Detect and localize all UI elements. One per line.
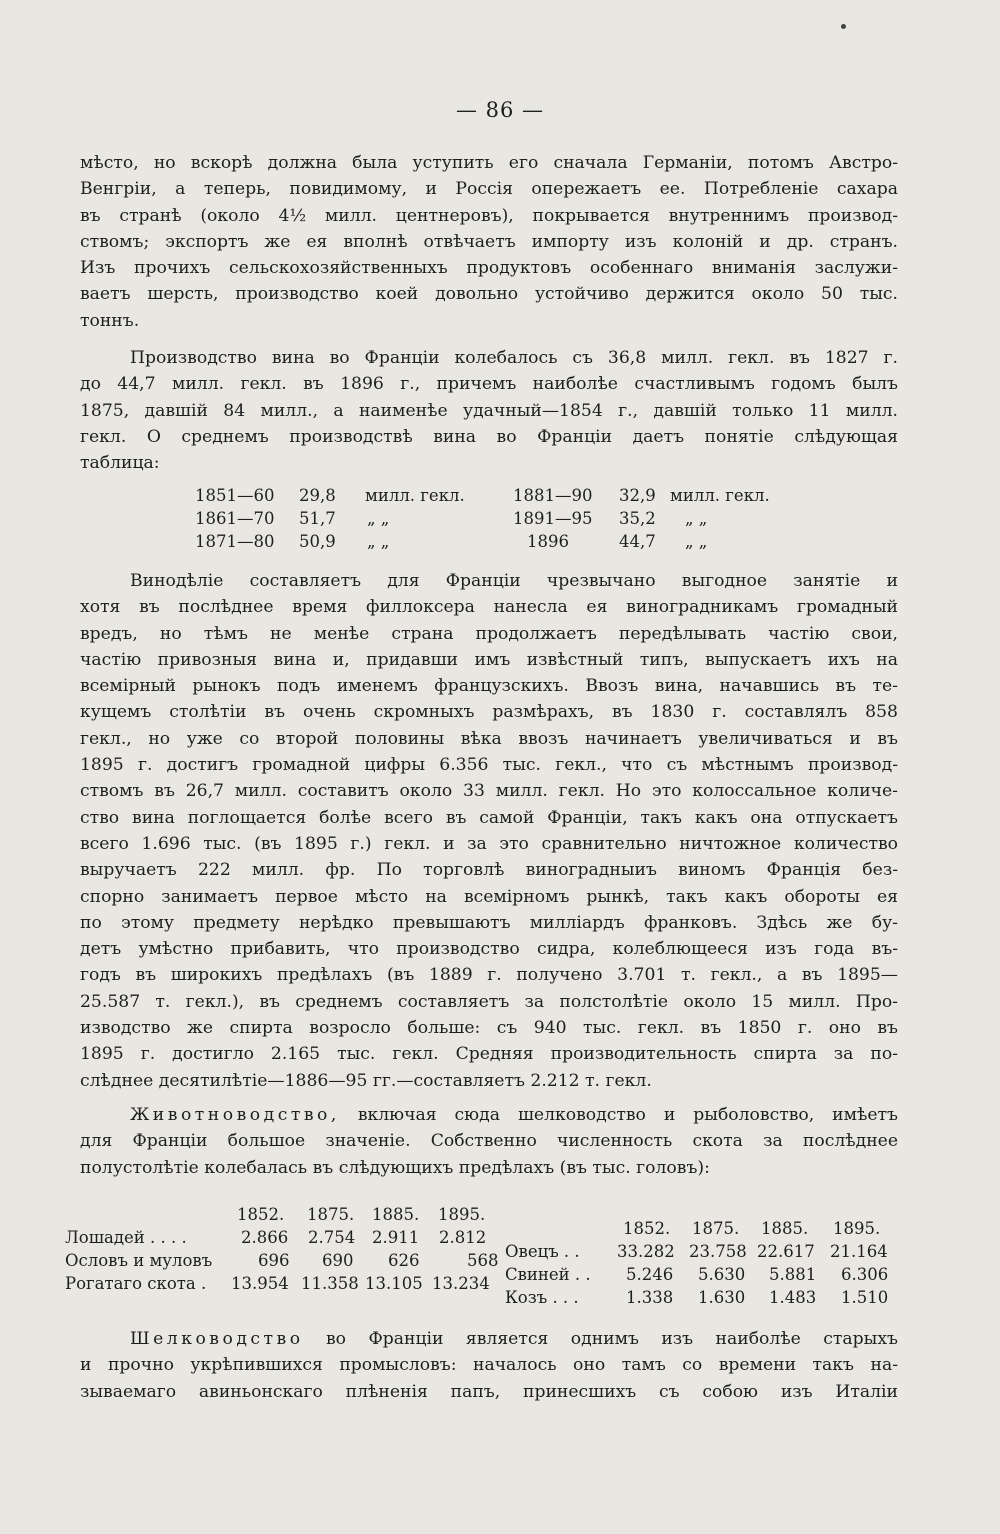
value-cell: 23.758 [689,1242,747,1261]
value-cell: 22.617 [757,1242,815,1261]
unit-cell: „ „ [367,532,390,551]
text-line: таблица: [80,453,160,474]
value-cell: 2.866 [241,1228,289,1247]
row-label: Овецъ . . [505,1242,580,1261]
table-row [65,1249,505,1272]
value-cell: 2.754 [308,1228,356,1247]
text-line: детъ умѣстно прибавить, что производство сидра, колеблющееся изъ года въ- [80,939,898,960]
year-header: 1895. [833,1219,881,1238]
text-line: Винодѣліе составляетъ для Франціи чрезвычано выгодное занятіе и [130,571,898,591]
table-header-row [505,1217,900,1240]
paragraph-viticulture [80,568,898,1094]
page-number: — 86 — [455,98,545,122]
value-cell: 13.954 [231,1274,289,1293]
period-cell: 1896 [527,532,569,551]
unit-cell: „ „ [367,509,390,528]
value-cell: 1.510 [841,1288,889,1307]
value-cell: 35,2 [619,509,656,528]
year-header: 1895. [438,1205,486,1224]
table-row [505,1240,900,1263]
year-header: 1875. [692,1219,740,1238]
text-line: полустолѣтіе колебалась въ слѣдующихъ предѣлахъ (въ тыс. головъ): [80,1157,710,1178]
unit-cell: „ „ [685,509,708,528]
value-cell: 5.881 [769,1265,817,1284]
text-line: и прочно укрѣпившихся промысловъ: началось оно тамъ со времени такъ на- [80,1355,898,1376]
unit-cell: милл. гекл. [670,486,770,505]
text-line: тоннъ. [80,310,140,331]
value-cell: 11.358 [301,1274,359,1293]
value-cell: 13.105 [365,1274,423,1293]
text-line: хотя въ послѣднее время филлоксера нанесла ея виноградникамъ громадный [80,597,898,618]
value-cell: 29,8 [299,486,336,505]
value-cell: 1.338 [626,1288,674,1307]
value-cell: 5.630 [698,1265,746,1284]
text-line: ваетъ шерсть, производство коей довольно устойчиво держится около 50 тыс. [80,284,898,305]
row-label: Лошадей . . . . [65,1228,187,1247]
text-line: вредъ, но тѣмъ не менѣе страна продолжаетъ передѣлывать частію свои, [80,623,898,644]
table-row [65,1226,505,1249]
year-header: 1885. [761,1219,809,1238]
text-line: ствомъ; экспортъ же ея вполнѣ отвѣчаетъ импорту изъ колоній и др. странъ. [80,231,898,252]
livestock-table-right [505,1217,900,1309]
text-line: гекл. О среднемъ производствѣ вина во Франціи даетъ понятіе слѣдующая [80,426,898,447]
text-line: ство вина поглощается болѣе всего въ самой Франціи, такъ какъ она отпускаетъ [80,807,898,828]
unit-cell: „ „ [685,532,708,551]
text-line: Венгріи, а теперь, повидимому, и Россія опережаетъ ее. Потребленіе сахара [80,179,898,200]
text-line: 1875, давшій 84 милл., а наименѣе удачный—1854 г., давшій только 11 милл. [80,400,898,421]
table-row [505,1286,900,1309]
text-fragment: включая сюда шелководство и рыболовство, имѣетъ [339,1105,898,1125]
livestock-table-left [65,1203,505,1295]
text-line: всего 1.696 тыс. (въ 1895 г.) гекл. и за это сравнительно ничтожное количество [80,833,898,854]
text-line: гекл., но уже со второй половины вѣка ввозъ начинаетъ увеличиваться и въ [80,728,898,749]
year-header: 1885. [372,1205,420,1224]
table-row [505,1263,900,1286]
text-line: въ странѣ (около 4½ милл. центнеровъ), покрывается внутреннимъ производ- [80,205,898,226]
value-cell: 51,7 [299,509,336,528]
value-cell: 1.630 [698,1288,746,1307]
period-cell: 1871—80 [195,532,275,551]
value-cell: 50,9 [299,532,336,551]
paragraph-sericulture [80,1326,898,1405]
text-line: выручаетъ 222 милл. фр. По торговлѣ виноградныиъ виномъ Франція без- [80,860,898,881]
spaced-heading: Животноводство, [130,1105,340,1125]
period-cell: 1881—90 [513,486,593,505]
value-cell: 2.911 [372,1228,420,1247]
year-header: 1852. [623,1219,671,1238]
text-fragment: во Франціи является однимъ изъ наиболѣе старыхъ [303,1329,898,1349]
period-cell: 1851—60 [195,486,275,505]
text-line: 25.587 т. гекл.), въ среднемъ составляетъ за полстолѣтіе около 15 милл. Про- [80,991,898,1012]
row-label: Свиней . . [505,1265,591,1284]
year-header: 1875. [307,1205,355,1224]
unit-cell: милл. гекл. [365,486,465,505]
value-cell: 32,9 [619,486,656,505]
text-line: спорно занимаетъ первое мѣсто на всемірномъ рынкѣ, такъ какъ обороты ея [80,886,898,907]
paragraph-wine [80,345,898,476]
row-label: Рогатаго скота . [65,1274,207,1293]
value-cell: 626 [388,1251,420,1270]
table-header-row [65,1203,505,1226]
period-cell: 1891—95 [513,509,593,528]
value-cell: 6.306 [841,1265,889,1284]
text-line: слѣднее десятилѣтіе—1886—95 гг.—составляетъ 2.212 т. гекл. [80,1070,652,1091]
text-line: годъ въ широкихъ предѣлахъ (въ 1889 г. получено 3.701 т. гекл., а въ 1895— [80,965,898,986]
value-cell: 5.246 [626,1265,674,1284]
text-line [80,1326,898,1352]
value-cell: 568 [467,1251,499,1270]
wine-production-table [195,484,795,553]
text-line: до 44,7 милл. гекл. въ 1896 г., причемъ наиболѣе счастливымъ годомъ былъ [80,374,898,395]
text-line: ствомъ въ 26,7 милл. составитъ около 33 милл. гекл. Но это колоссальное количе- [80,781,898,802]
text-line [80,1102,898,1128]
table-row [195,530,795,553]
text-line: по этому предмету нерѣдко превышаютъ милліардъ франковъ. Здѣсь же бу- [80,912,898,933]
text-line: кущемъ столѣтіи въ очень скромныхъ размѣрахъ, въ 1830 г. составлялъ 858 [80,702,898,723]
text-line: изводство же спирта возросло больше: съ 940 тыс. гекл. въ 1850 г. оно въ [80,1018,898,1039]
text-line: Производство вина во Франціи колебалось съ 36,8 милл. гекл. въ 1827 г. [130,348,898,368]
value-cell: 1.483 [769,1288,817,1307]
value-cell: 2.812 [439,1228,487,1247]
table-row [65,1272,505,1295]
text-line: Изъ прочихъ сельскохозяйственныхъ продуктовъ особеннаго вниманія заслужи- [80,258,898,279]
value-cell: 44,7 [619,532,656,551]
year-header: 1852. [237,1205,285,1224]
period-cell: 1861—70 [195,509,275,528]
value-cell: 21.164 [830,1242,888,1261]
value-cell: 696 [258,1251,290,1270]
value-cell: 33.282 [617,1242,675,1261]
row-label: Козъ . . . [505,1288,579,1307]
text-line: мѣсто, но вскорѣ должна была уступить его сначала Германіи, потомъ Австро- [80,153,898,173]
paragraph-livestock [80,1102,898,1181]
text-line: частію привозныя вина и, придавши имъ извѣстный типъ, выпускаетъ ихъ на [80,649,898,670]
ink-dot [841,24,846,29]
text-line: для Франціи большое значеніе. Собственно численность скота за послѣднее [80,1131,898,1152]
table-row [195,507,795,530]
text-line: всемірный рынокъ подъ именемъ французскихъ. Ввозъ вина, начавшись въ те- [80,676,898,697]
value-cell: 690 [322,1251,354,1270]
text-line: 1895 г. достигло 2.165 тыс. гекл. Средняя производительность спирта за по- [80,1044,898,1065]
spaced-heading: Шелководство [130,1329,304,1349]
table-row [195,484,795,507]
paragraph-sugar [80,150,898,334]
value-cell: 13.234 [432,1274,490,1293]
text-line: зываемаго авиньонскаго плѣненія папъ, принесшихъ съ собою изъ Италіи [80,1381,898,1402]
row-label: Ословъ и муловъ [65,1251,213,1270]
text-line: 1895 г. достигъ громадной цифры 6.356 тыс. гекл., что съ мѣстнымъ производ- [80,755,898,776]
